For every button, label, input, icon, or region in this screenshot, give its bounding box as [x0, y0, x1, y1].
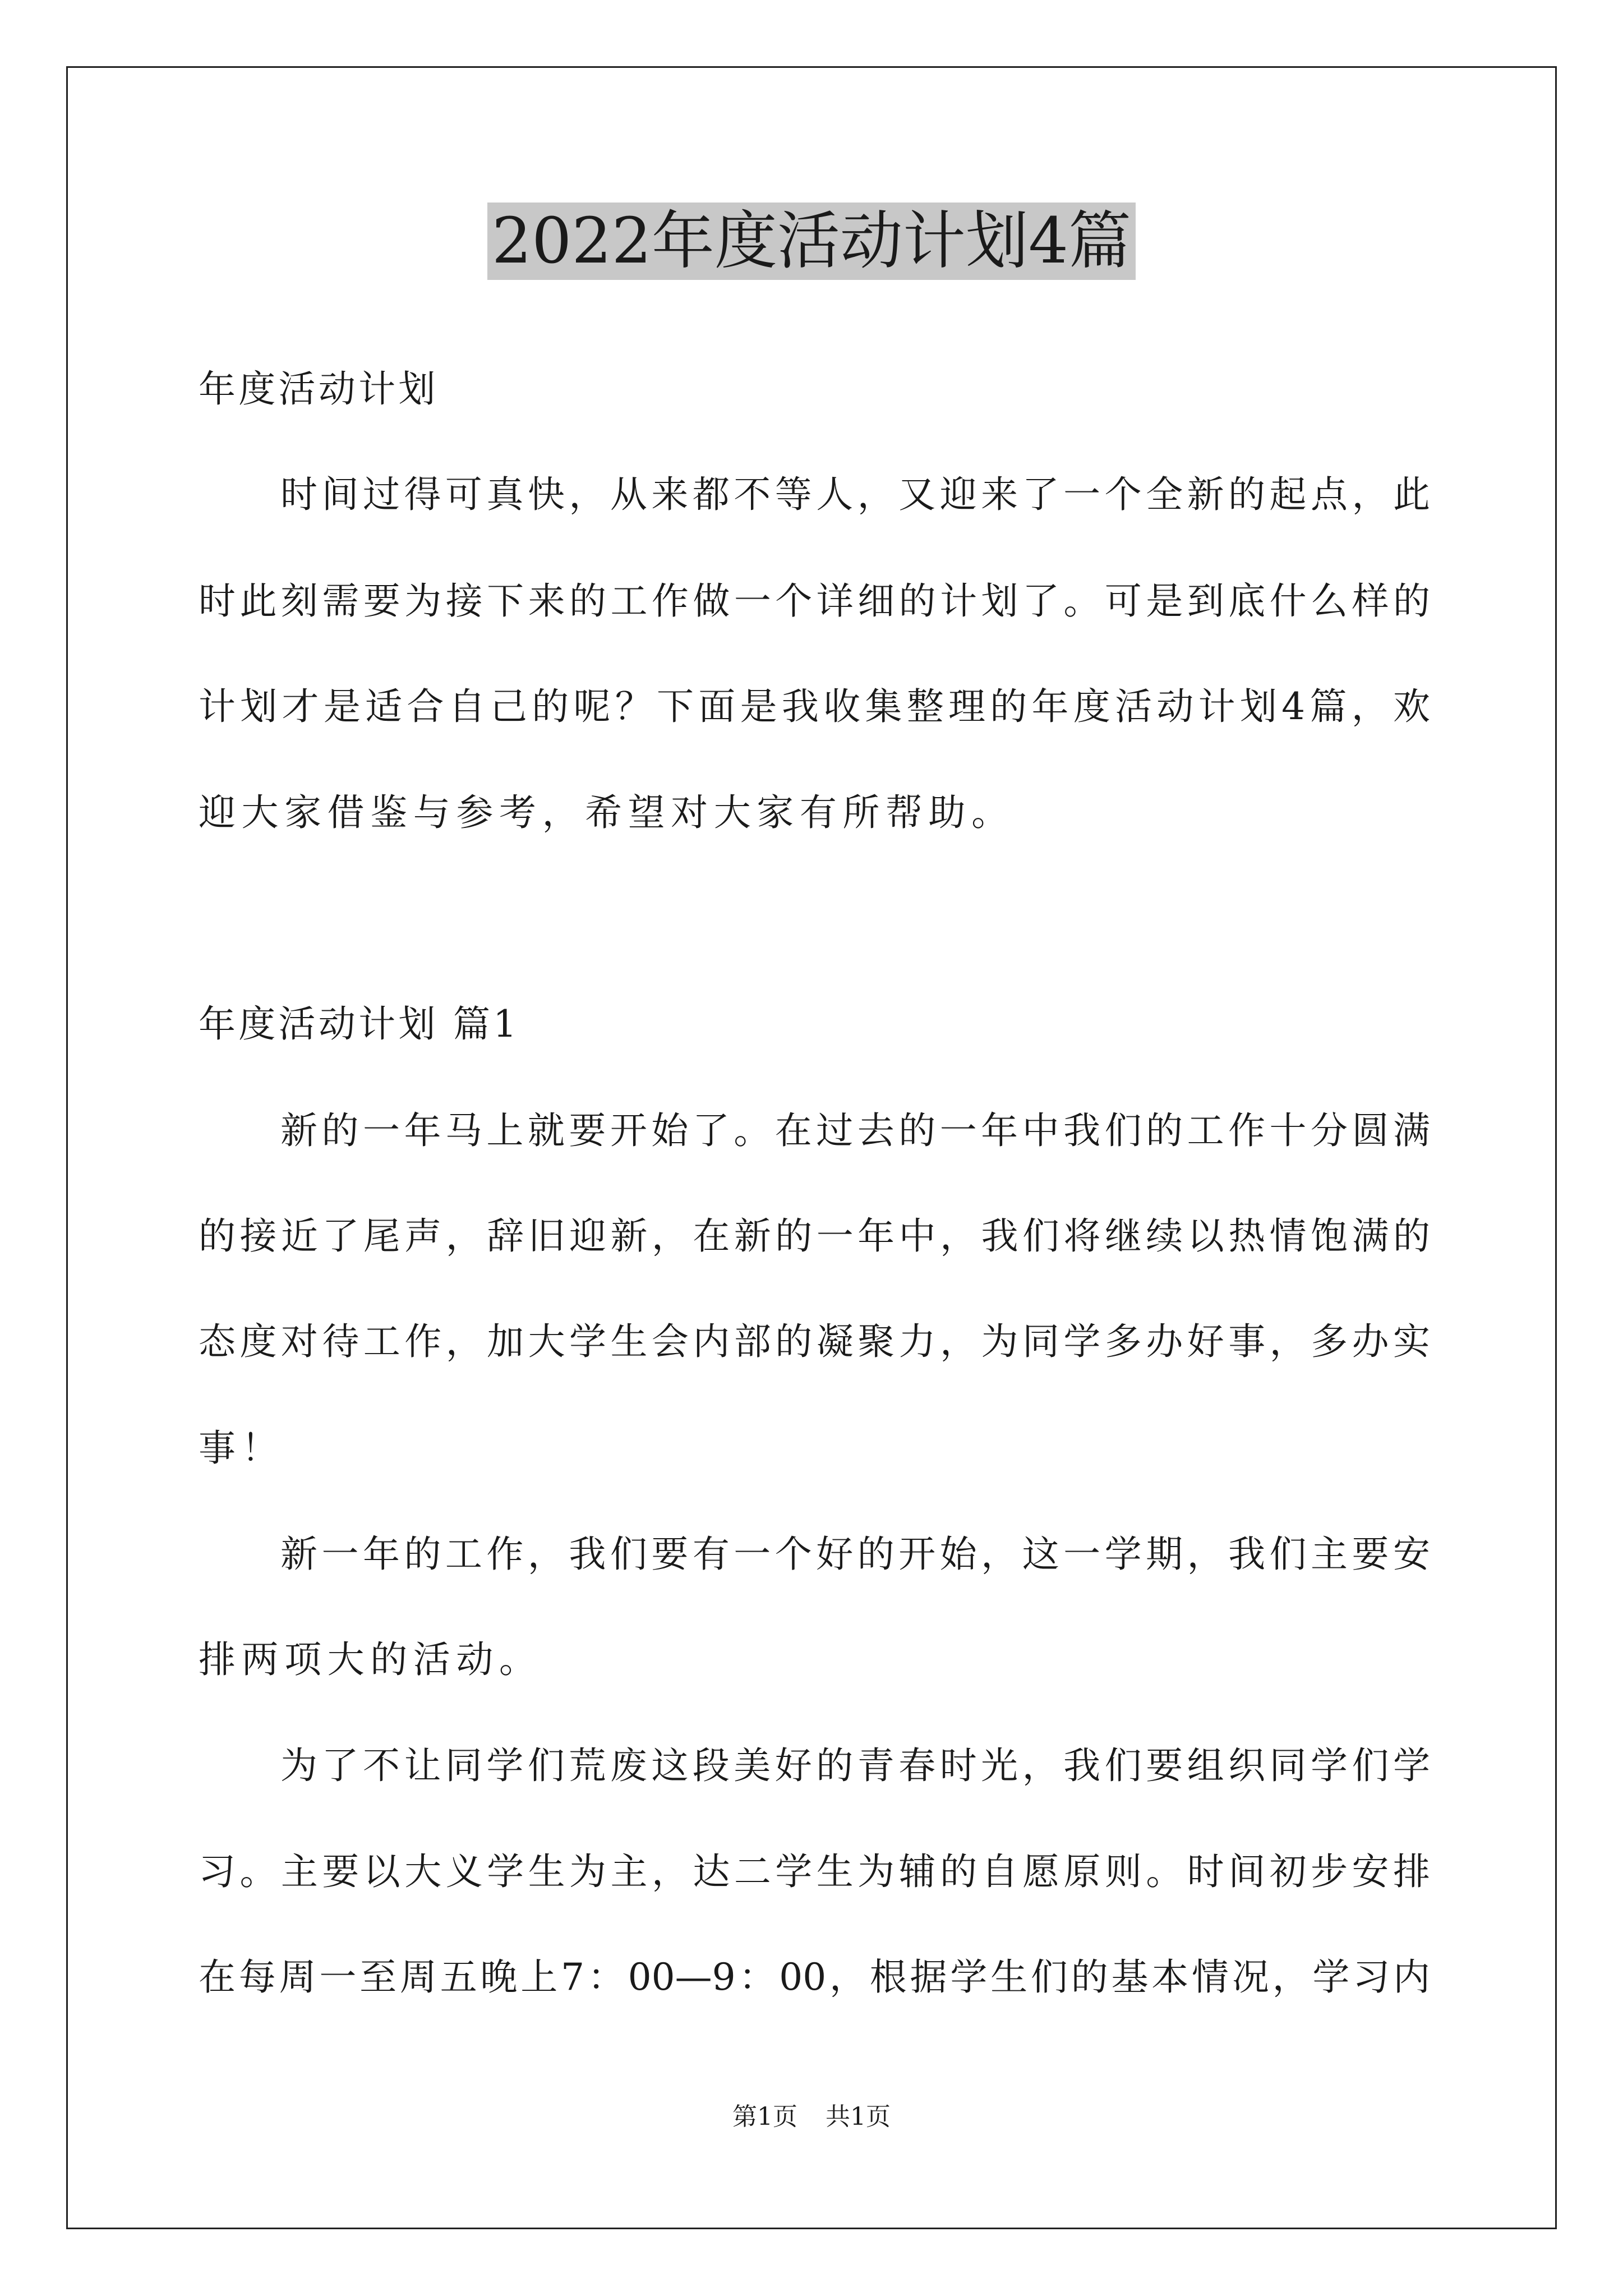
paragraph-line: 时间过得可真快，从来都不等人，又迎来了一个全新的起点，此: [280, 473, 1430, 516]
paragraph-line: 迎大家借鉴与参考，希望对大家有所帮助。: [199, 791, 1015, 834]
section-heading: 年度活动计划 篇1: [199, 1002, 520, 1046]
paragraph-line: 在每周一至周五晚上7：00—9：00，根据学生们的基本情况，学习内: [199, 1955, 1430, 1999]
document-title: [0, 202, 1623, 280]
paragraph-line: 态度对待工作，加大学生会内部的凝聚力，为同学多办好事，多办实: [199, 1320, 1430, 1363]
paragraph-line: 时此刻需要为接下来的工作做一个详细的计划了。可是到底什么样的: [199, 579, 1430, 623]
page-footer: [0, 2096, 1623, 2132]
intro-heading: 年度活动计划: [199, 367, 439, 411]
paragraph-line: 习。主要以大义学生为主，达二学生为辅的自愿原则。时间初步安排: [199, 1850, 1430, 1893]
paragraph-line: 新一年的工作，我们要有一个好的开始，这一学期，我们主要安: [280, 1533, 1430, 1576]
page-number: 第1页: [732, 2102, 797, 2131]
paragraph-line: 新的一年马上就要开始了。在过去的一年中我们的工作十分圆满: [280, 1109, 1430, 1152]
paragraph-line: 为了不让同学们荒废这段美好的青春时光，我们要组织同学们学: [280, 1744, 1430, 1787]
paragraph-line: 事！: [199, 1427, 285, 1470]
document-title-text: 2022年度活动计划4篇: [487, 203, 1136, 280]
paragraph-line: 计划才是适合自己的呢？下面是我收集整理的年度活动计划4篇，欢: [199, 685, 1430, 728]
page-total: 共1页: [826, 2102, 891, 2131]
paragraph-line: 排两项大的活动。: [199, 1638, 542, 1681]
paragraph-line: 的接近了尾声，辞旧迎新，在新的一年中，我们将继续以热情饱满的: [199, 1214, 1430, 1258]
